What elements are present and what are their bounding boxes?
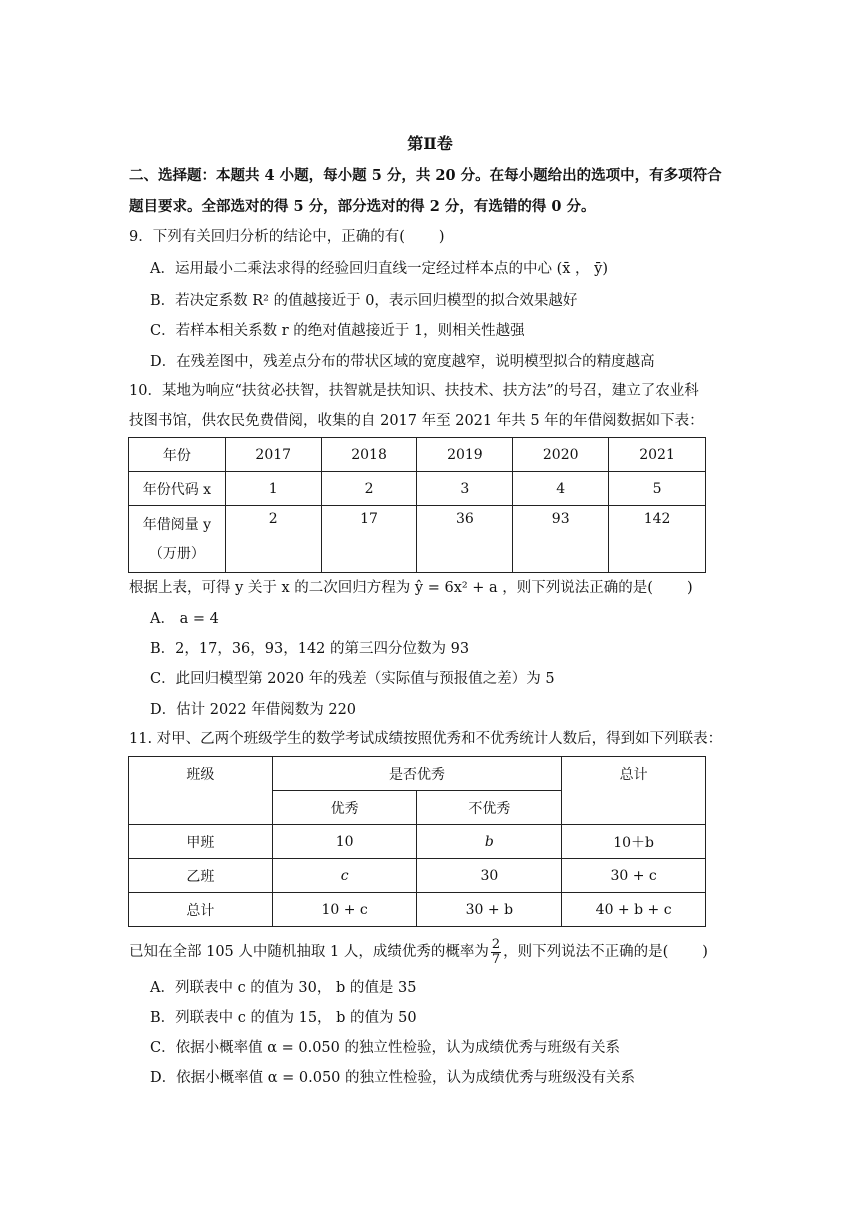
q9-option-c: C．若样本相关系数 r 的绝对值越接近于 1，则相关性越强 — [150, 323, 525, 339]
year-cell: 2019 — [417, 438, 513, 472]
q11-probability-text-end: ，则下列说法不正确的是( — [503, 944, 669, 960]
not-excellent-count-cell: 30 — [417, 859, 562, 893]
year-code-cell: 1 — [225, 472, 321, 506]
fraction-denominator: 7 — [491, 951, 501, 967]
q11-option-a: A．列联表中 c 的值为 30， b 的值是 35 — [150, 980, 417, 996]
q11-option-b: B．列联表中 c 的值为 15， b 的值为 50 — [150, 1010, 417, 1026]
class-name-cell: 甲班 — [129, 825, 273, 859]
q10-regression-statement — [129, 578, 693, 598]
q11-probability-statement — [129, 934, 708, 970]
q9-stem-close: ) — [438, 229, 445, 245]
not-excellent-total-cell: 30 + b — [417, 893, 562, 927]
q9-stem-text: 9．下列有关回归分析的结论中，正确的有( — [129, 229, 405, 245]
section-instructions-line2: 题目要求。全部选对的得 5 分，部分选对的得 2 分，有选错的得 0 分。 — [129, 198, 596, 215]
excellence-header-cell: 是否优秀 — [272, 757, 562, 791]
section-instructions-line1: 二、选择题：本题共 4 小题，每小题 5 分，共 20 分。在每小题给出的选项中，有多项符合 — [129, 167, 722, 184]
excellent-count-cell: 10 — [272, 825, 417, 859]
volume-cell: 36 — [417, 506, 513, 573]
volume-header-line2: （万册） — [148, 546, 205, 562]
grand-total-cell: 40 + b + c — [562, 893, 706, 927]
not-excellent-count-cell: b — [417, 825, 562, 859]
q11-contingency-table — [128, 756, 706, 927]
excellent-header-cell: 优秀 — [272, 791, 417, 825]
row-total-cell: 10＋b — [562, 825, 706, 859]
table-row — [129, 825, 706, 859]
year-cell: 2020 — [513, 438, 609, 472]
q9-stem — [129, 227, 445, 247]
row-total-cell: 30 + c — [562, 859, 706, 893]
q11-option-c: C．依据小概率值 α = 0.050 的独立性检验，认为成绩优秀与班级有关系 — [150, 1040, 620, 1056]
excellent-count-cell: c — [272, 859, 417, 893]
excellent-total-cell: 10 + c — [272, 893, 417, 927]
volume-cell: 2 — [225, 506, 321, 573]
q10-data-table — [128, 437, 706, 573]
total-header-cell: 总计 — [562, 757, 706, 825]
q10-stem-line1: 10．某地为响应“扶贫必扶智，扶智就是扶知识、扶技术、扶方法”的号召，建立了农业科 — [129, 383, 699, 399]
table-row — [129, 472, 706, 506]
q10-option-a: A． a = 4 — [150, 611, 219, 627]
q11-stem: 11. 对甲、乙两个班级学生的数学考试成绩按照优秀和不优秀统计人数后，得到如下列联表： — [129, 731, 723, 747]
total-label-cell: 总计 — [129, 893, 273, 927]
year-cell: 2021 — [609, 438, 706, 472]
year-cell: 2017 — [225, 438, 321, 472]
q10-option-c: C．此回归模型第 2020 年的残差（实际值与预报值之差）为 5 — [150, 671, 555, 687]
volume-cell: 17 — [321, 506, 417, 573]
q9-option-d: D．在残差图中，残差点分布的带状区域的宽度越窄，说明模型拟合的精度越高 — [150, 354, 655, 370]
q11-option-d: D．依据小概率值 α = 0.050 的独立性检验，认为成绩优秀与班级没有关系 — [150, 1070, 636, 1086]
volume-header-cell — [129, 506, 226, 573]
q10-stem-line2: 技图书馆，供农民免费借阅，收集的自 2017 年至 2021 年共 5 年的年借阅数据如下表： — [129, 413, 704, 429]
q10-regression-close: ) — [686, 580, 693, 596]
table-row — [129, 859, 706, 893]
year-code-header-cell: 年份代码 x — [129, 472, 226, 506]
year-cell: 2018 — [321, 438, 417, 472]
year-code-cell: 3 — [417, 472, 513, 506]
probability-fraction — [491, 938, 501, 967]
q9-option-b: B．若决定系数 R² 的值越接近于 0，表示回归模型的拟合效果越好 — [150, 293, 578, 309]
table-row — [129, 757, 706, 791]
q10-regression-text: 根据上表，可得 y 关于 x 的二次回归方程为 ŷ = 6x² + a ，则下列说法正确的是( — [129, 580, 653, 596]
fraction-numerator: 2 — [491, 936, 501, 952]
section-title: 第Ⅱ卷 — [407, 134, 453, 153]
table-row — [129, 893, 706, 927]
q10-option-d: D．估计 2022 年借阅数为 220 — [150, 702, 357, 718]
year-code-cell: 2 — [321, 472, 417, 506]
class-header-cell: 班级 — [129, 757, 273, 825]
q10-option-b: B．2，17，36，93，142 的第三四分位数为 93 — [150, 641, 470, 657]
table-row — [129, 438, 706, 472]
year-code-cell: 4 — [513, 472, 609, 506]
not-excellent-header-cell: 不优秀 — [417, 791, 562, 825]
q11-probability-close: ) — [702, 944, 708, 960]
volume-header-line1: 年借阅量 y — [142, 517, 212, 533]
class-name-cell: 乙班 — [129, 859, 273, 893]
year-code-cell: 5 — [609, 472, 706, 506]
volume-cell: 93 — [513, 506, 609, 573]
volume-cell: 142 — [609, 506, 706, 573]
q9-option-a: A．运用最小二乘法求得的经验回归直线一定经过样本点的中心 (x̄ ， ȳ) — [150, 261, 608, 277]
q11-probability-text: 已知在全部 105 人中随机抽取 1 人，成绩优秀的概率为 — [129, 944, 489, 960]
year-header-cell: 年份 — [129, 438, 226, 472]
table-row — [129, 506, 706, 573]
